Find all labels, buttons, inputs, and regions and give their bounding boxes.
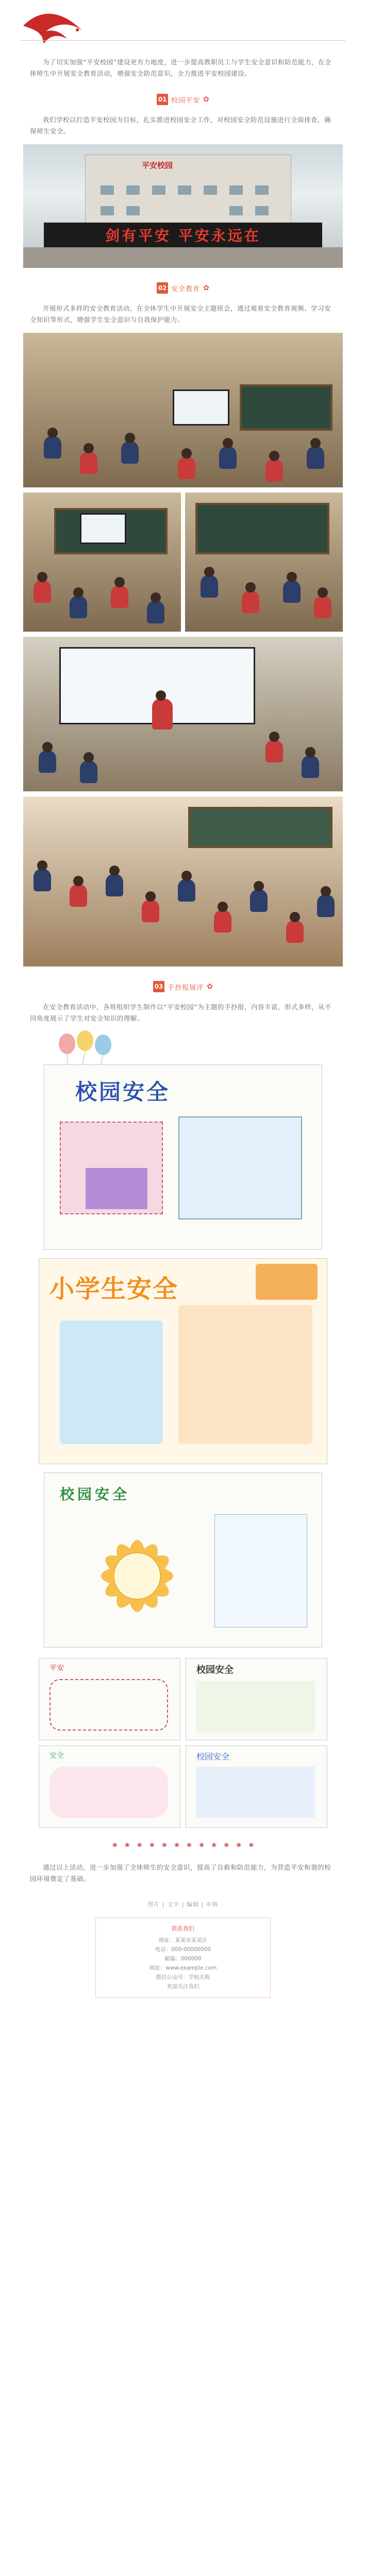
- poster-small-3: 安全: [39, 1745, 180, 1828]
- poster-title: 小学生安全: [49, 1275, 179, 1303]
- intro-paragraph: 为了切实加强“平安校园”建设更有力地度，进一步提高教职员工与学生安全意识和防范能力，在全体师生中开展安全教育活动，增强安全防范意识，全力推进平安校园建设。: [30, 58, 331, 77]
- poster-small-2: 校园安全: [186, 1658, 327, 1740]
- flower-icon: ✿: [203, 95, 209, 104]
- flower-icon: ✿: [203, 284, 209, 292]
- led-banner: 剑有平安 平安永远在: [44, 223, 322, 247]
- info-box: 联系我们 地址：某某市某某区 电话：000-00000000 邮编：000000 网址：www.example.com 微信公众号：学校名称 欢迎关注我们: [95, 1918, 271, 1998]
- credits-line: 图片 | 文字 | 编辑 | 审核: [147, 1901, 219, 1908]
- section-heading-3: [0, 977, 366, 996]
- header-ornament: [0, 0, 366, 57]
- poster-2: [39, 1258, 327, 1464]
- info-box-title: 联系我们: [172, 1925, 194, 1932]
- photo-row: [23, 493, 343, 632]
- projector-screen: [173, 389, 229, 426]
- section-paragraph: 开展形式多样的安全教育活动，在全体学生中开展安全主题班会，通过观看安全教育视频、学习安全知识等形式，增强学生安全意识与自我保护能力。: [30, 304, 331, 324]
- school-sign: 平安校园: [142, 161, 173, 170]
- closing-paragraph: 通过以上活动，进一步加强了全体师生的安全意识，提高了自救和防范能力，为营造平安和谐的校园环境奠定了基础。: [30, 1863, 331, 1883]
- school-gate-photo: [23, 144, 343, 268]
- flower-icon: ❀: [112, 1841, 118, 1849]
- poster-3: [44, 1472, 322, 1648]
- poster-small-1: 平安: [39, 1658, 180, 1740]
- swallow-ornament-icon: [21, 5, 93, 52]
- flower-icon: ✿: [207, 982, 213, 991]
- classroom-photo-3: [185, 493, 343, 632]
- poster-grid: [39, 1658, 327, 1828]
- poster-title: 校园安全: [60, 1486, 130, 1503]
- classroom-photo-2: [23, 493, 181, 632]
- poster-title: 校园安全: [75, 1079, 171, 1105]
- poster-small-4: 校园安全: [186, 1745, 327, 1828]
- section-number: 02: [157, 282, 168, 294]
- section-number: 03: [153, 981, 164, 992]
- section-paragraph: 在安全教育活动中，各班组织学生制作以“平安校园”为主题的手抄报，内容丰富，形式多样，从不同角度展示了学生对安全知识的理解。: [30, 1003, 331, 1022]
- classroom-photo-5: [23, 796, 343, 967]
- classroom-photo-4: [23, 637, 343, 791]
- section-paragraph: 我们学校以打造平安校园为目标，扎实推进校园安全工作，对校园安全防范设施进行全面排查，确保师生安全。: [30, 116, 331, 135]
- section-heading-1: [0, 90, 366, 109]
- classroom-photo-1: [23, 333, 343, 487]
- sunflower-icon: [75, 1514, 199, 1638]
- section-title: 校园平安: [171, 96, 201, 105]
- section-title: 手抄报展评: [168, 984, 204, 992]
- flower-divider: ❀ ❀ ❀ ❀ ❀ ❀ ❀ ❀ ❀ ❀ ❀ ❀: [112, 1841, 254, 1849]
- section-heading-2: [0, 278, 366, 298]
- divider: [21, 40, 345, 41]
- section-title: 安全教育: [171, 285, 201, 293]
- poster-1: [44, 1064, 322, 1250]
- balloons-ornament-icon: [0, 1028, 366, 1064]
- section-number: 01: [157, 94, 168, 105]
